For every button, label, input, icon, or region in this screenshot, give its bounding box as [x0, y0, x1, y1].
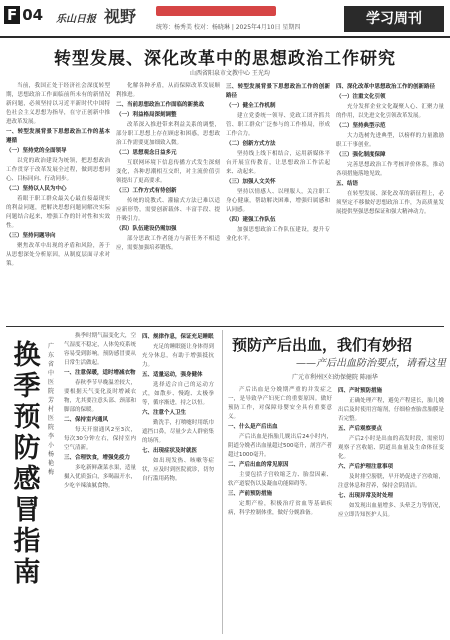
section-heading: （二）思想观念日益多元 — [116, 150, 177, 156]
section-name: 视野 — [104, 7, 137, 26]
body-paragraph: 化解各种矛盾，从而保障改革发展顺利推进。 — [116, 83, 220, 98]
body-paragraph: 春秋季节早晚温差较大，要根据天气变化及时增减衣物，尤其要注意头部、颈部和脚部的保暖。 — [64, 380, 136, 413]
section-heading: 一、注意保暖，适时增减衣物 — [64, 370, 136, 376]
page-number: F 04 — [4, 6, 43, 24]
article1-column-4 — [336, 82, 444, 320]
section-heading: 二、当前思想政治工作面临的新挑战 — [116, 102, 205, 108]
article3-byline: 广元市利州区妇幼保健院 陈丽华 — [292, 374, 378, 381]
article2-author: 广东省中医院芳村医院 李小 杨艳梅 — [48, 343, 55, 476]
body-paragraph: 完善思想政治工作考核评价体系，推动各项措施落地见效。 — [336, 162, 444, 177]
body-paragraph: 加强思想政治工作队伍建设，提升专业化水平。 — [226, 227, 330, 242]
article2-column-2 — [142, 332, 214, 632]
section-heading: 六、产后护理注意事项 — [338, 464, 394, 470]
section-heading: （一）注重文化引领 — [336, 94, 386, 100]
column-divider — [222, 330, 223, 634]
article3-column-2 — [338, 386, 444, 634]
section-heading: （四）队伍建设仍需加强 — [116, 226, 177, 232]
section-heading: （一）健全工作机制 — [226, 103, 276, 109]
body-paragraph: 充分发挥企业文化凝聚人心、汇聚力量的作用，以先进文化引领改革发展。 — [336, 104, 444, 119]
body-paragraph: 充足的睡眠能让身体得到充分休息，有助于增强抵抗力。 — [142, 344, 214, 368]
body-paragraph: 正确处理产程，避免产程延长，胎儿娩出后及时使用宫缩剂，仔细检查胎盘胎膜是否完整。 — [338, 398, 444, 422]
decorative-red-bar — [156, 6, 276, 16]
article3-title: 预防产后出血，我们有妙招 — [232, 336, 413, 354]
section-heading: （四）建强工作队伍 — [226, 217, 276, 223]
section-heading: 四、深化改革中思想政治工作的创新路径 — [336, 84, 436, 90]
section-heading: 三、合理饮食，增强免疫力 — [64, 455, 131, 461]
page-header — [0, 0, 450, 38]
weekly-label: 学习周刊 — [344, 6, 444, 32]
body-paragraph: 定期产检，积极治疗贫血等基础疾病，科学控制体重，做好分娩准备。 — [228, 501, 332, 516]
article2-title: 换季预防感冒指南 — [13, 340, 41, 588]
body-paragraph: 产后2小时是出血的高发时段，需密切观察子宫收缩、阴道出血量及生命体征变化。 — [338, 436, 444, 460]
body-paragraph: 如出现发热、咳嗽等症状，应及时到医院就诊，切勿自行滥用药物。 — [142, 458, 214, 482]
body-paragraph: 产后出血是指胎儿娩出后24小时内，阴道分娩者出血量超过500毫升，剖宫产者超过1000毫升。 — [228, 434, 332, 458]
issue-meta: 统筹：杨秀美 校对：杨晓琳 | 2025年4月10日 星期四 — [156, 24, 301, 31]
body-paragraph: 勤洗手，打喷嚏时用纸巾遮挡口鼻，尽量少去人群密集的场所。 — [142, 420, 214, 444]
section-heading: 四、规律作息，保证充足睡眠 — [142, 334, 214, 340]
article1-column-1 — [6, 82, 110, 320]
body-paragraph: 坚持线上线下相结合，运用新媒体平台开展宣传教育，让思想政治工作活起来、动起来。 — [226, 151, 330, 175]
article1-column-2 — [116, 82, 220, 320]
body-paragraph: 建立党委统一领导、党政工团齐抓共管、职工群众广泛参与的工作格局，形成工作合力。 — [226, 113, 330, 137]
section-heading: （三）强化制度保障 — [336, 152, 386, 158]
body-paragraph: 聚焦改革中出现的矛盾和风险，善于从思想深处分析原因，从制度层面寻求对策。 — [6, 243, 110, 267]
body-paragraph: 在转型发展、深化改革的新征程上，必须坚定不移做好思想政治工作，为高质量发展提供坚强思想保证和强大精神动力。 — [336, 191, 444, 215]
article3-column-1 — [228, 386, 332, 634]
body-paragraph: 产后出血是分娩期严重的并发症之一，是导致孕产妇死亡的重要原因。做好预防工作，对保障母婴安全具有重要意义。 — [228, 387, 332, 420]
article1-title: 转型发展、深化改革中的思想政治工作研究 — [54, 49, 396, 69]
body-paragraph: 换季时期气温变化大，空气湿度不稳定，人体免疫系统容易受到影响。预防感冒要从日常生活做起。 — [64, 333, 136, 366]
body-paragraph: 以党的政治建设为统领，把思想政治工作贯穿于改革发展全过程，做到思想同心、目标同向、行动同步。 — [6, 158, 110, 182]
section-heading: 三、转型发展背景下思想政治工作的创新路径 — [226, 84, 330, 99]
section-heading: 五、适量运动，强身健体 — [142, 372, 203, 378]
section-heading: （二）坚持以人民为中心 — [6, 186, 67, 192]
section-heading: （三）工作方式有待创新 — [116, 188, 177, 194]
section-heading: 五、产后观察要点 — [338, 426, 383, 432]
body-paragraph: 互联网环境下信息传播方式发生深刻变化，各种思潮相互交织，对主流价值引领提出了更高要求。 — [116, 160, 220, 184]
body-paragraph: 传统的说教式、灌输式方法已难以适应新形势，需要创新载体、丰富手段、提升吸引力。 — [116, 198, 220, 222]
article1-column-3 — [226, 82, 330, 320]
body-paragraph: 每天开窗通风2至3次，每次30分钟左右，保持室内空气清新。 — [64, 427, 136, 451]
section-heading: （二）坚持典型示范 — [336, 123, 386, 129]
section-heading: 二、产后出血的常见原因 — [228, 462, 289, 468]
article2-column-1 — [64, 332, 136, 632]
section-heading: （一）利益格局深刻调整 — [116, 112, 177, 118]
body-paragraph: 主要包括子宫收缩乏力、胎盘因素、软产道裂伤以及凝血功能障碍等。 — [228, 472, 332, 487]
section-heading: 四、产时预防措施 — [338, 388, 383, 394]
section-heading: 七、出现异常及时处理 — [338, 493, 394, 499]
body-paragraph: 大力选树先进典型，以榜样的力量激励职工干事创业。 — [336, 133, 444, 148]
body-paragraph: 改革深入推进带来利益关系的调整，部分职工思想上存在顾虑和困惑，思想政治工作需要更加细致入微。 — [116, 122, 220, 146]
body-paragraph: 及时排空膀胱，早开奶促进子宫收缩，注意休息和营养，保持会阴清洁。 — [338, 474, 444, 489]
section-heading: 六、注意个人卫生 — [142, 410, 187, 416]
body-paragraph: 部分思政工作者能力与新任务不相适应，需要加强培养锻炼。 — [116, 236, 220, 251]
section-heading: 七、出现症状及时就医 — [142, 448, 198, 454]
section-heading: 二、保持室内通风 — [64, 417, 109, 423]
section-divider — [6, 326, 444, 327]
section-heading: （二）创新方式方法 — [226, 141, 276, 147]
section-heading: （三）加强人文关怀 — [226, 179, 276, 185]
body-paragraph: 选择适合自己的运动方式，如散步、慢跑、太极拳等，循序渐进，持之以恒。 — [142, 382, 214, 406]
section-heading: （三）坚持问题导向 — [6, 233, 56, 239]
section-heading: （一）坚持党的全面领导 — [6, 148, 67, 154]
body-paragraph: 多吃新鲜蔬菜水果，适量摄入优质蛋白，多喝温开水，少吃辛辣油腻食物。 — [64, 465, 136, 489]
section-heading: 一、什么是产后出血 — [228, 424, 278, 430]
section-heading: 一、转型发展背景下思想政治工作的基本遵循 — [6, 129, 110, 144]
body-paragraph: 着眼于职工群众最关心最直接最现实的利益问题，把解决思想问题同解决实际问题结合起来，增强工作的针对性和实效性。 — [6, 196, 110, 229]
body-paragraph: 当前，我国正处于经济社会深度转型期，思想政治工作面临前所未有的新情况新问题，必须坚持以习近平新时代中国特色社会主义思想为指导，在守正创新中推进改革发展。 — [6, 83, 110, 125]
article3-subtitle: ——产后出血防治要点，请看这里 — [296, 358, 446, 369]
section-heading: 三、产前预防措施 — [228, 491, 273, 497]
body-paragraph: 如发现出血量增多、头晕乏力等情况，应立即告知医护人员。 — [338, 503, 444, 518]
newspaper-brand: 乐山日报 — [56, 14, 96, 25]
section-heading: 五、结语 — [336, 181, 359, 187]
body-paragraph: 坚持以情感人、以理服人，关注职工身心健康，帮助解决困难，增强归属感和认同感。 — [226, 189, 330, 213]
article1-byline: 山西省阳泉市文教中心 王光均 — [190, 70, 270, 77]
